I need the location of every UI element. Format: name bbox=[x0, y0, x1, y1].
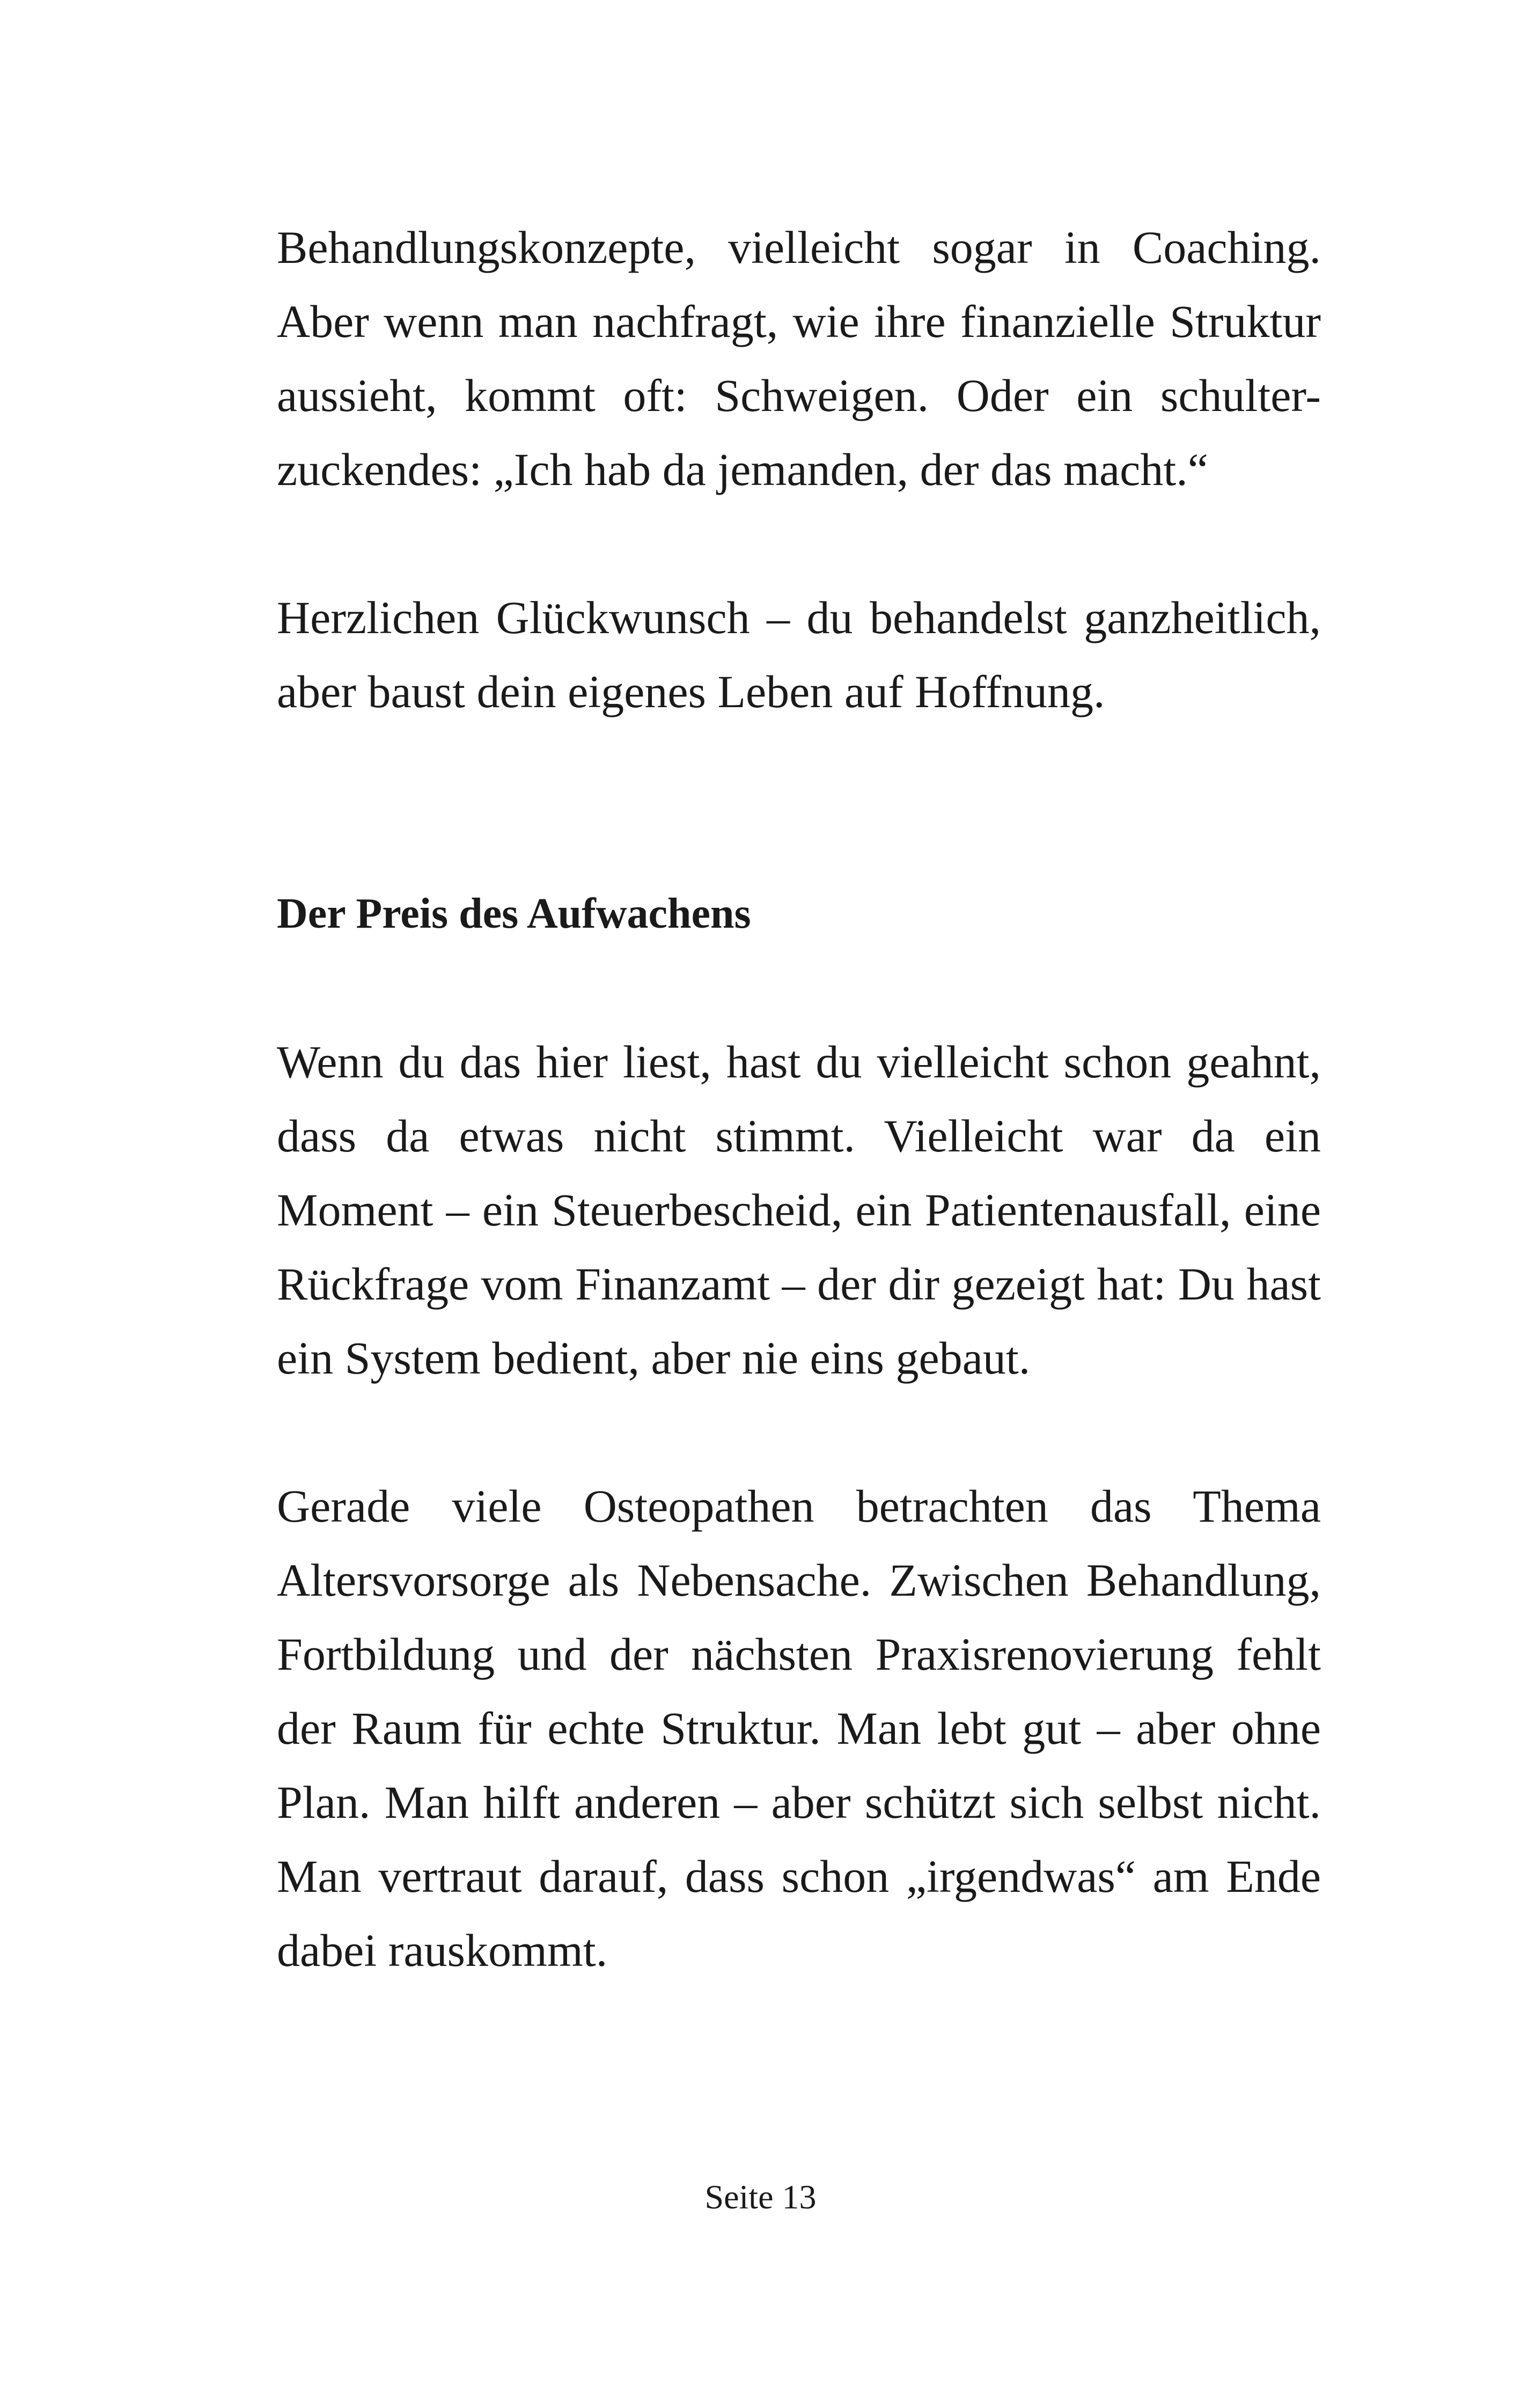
paragraph-line: aber baust dein eigenes Leben auf Hoffnung. bbox=[277, 666, 1105, 717]
paragraph-line: zuckendes: „Ich hab da jemanden, der das macht.“ bbox=[277, 444, 1208, 495]
paragraph-line: Herzlichen Glückwunsch – du behandelst ganzheitlich, bbox=[277, 592, 1321, 643]
section-heading: Der Preis des Aufwachens bbox=[277, 890, 751, 937]
paragraph-line: Gerade viele Osteopathen betrachten das Thema bbox=[277, 1480, 1321, 1532]
paragraph-line: der Raum für echte Struktur. Man lebt gut – aber ohne bbox=[277, 1702, 1321, 1754]
paragraph-line: Moment – ein Steuerbescheid, ein Patientenausfall, eine bbox=[277, 1184, 1321, 1236]
paragraph-1 bbox=[277, 210, 1321, 506]
paragraph-line: Fortbildung und der nächsten Praxisrenovierung fehlt bbox=[277, 1628, 1321, 1680]
paragraph-2 bbox=[277, 581, 1321, 729]
paragraph-line: Plan. Man hilft anderen – aber schützt sich selbst nicht. bbox=[277, 1776, 1321, 1828]
page-content bbox=[277, 210, 1321, 2061]
paragraph-line: dabei rauskommt. bbox=[277, 1925, 608, 1976]
paragraph-line: aussieht, kommt oft: Schweigen. Oder ein schulter- bbox=[277, 370, 1321, 421]
paragraph-line: Wenn du das hier liest, hast du vielleicht schon geahnt, bbox=[277, 1036, 1321, 1088]
paragraph-line: Behandlungskonzepte, vielleicht sogar in Coaching. bbox=[277, 222, 1321, 273]
paragraph-line: Altersvorsorge als Nebensache. Zwischen Behandlung, bbox=[277, 1554, 1321, 1606]
paragraph-4 bbox=[277, 1469, 1321, 1987]
paragraph-line: Rückfrage vom Finanzamt – der dir gezeigt hat: Du hast bbox=[277, 1258, 1321, 1310]
paragraph-line: Man vertraut darauf, dass schon „irgendwas“ am Ende bbox=[277, 1851, 1321, 1902]
paragraph-line: Aber wenn man nachfragt, wie ihre finanzielle Struktur bbox=[277, 296, 1321, 347]
paragraph-3 bbox=[277, 1025, 1321, 1395]
page-number: Seite 13 bbox=[704, 2178, 817, 2216]
paragraph-line: dass da etwas nicht stimmt. Vielleicht war da ein bbox=[277, 1110, 1321, 1162]
paragraph-line: ein System bedient, aber nie eins gebaut. bbox=[277, 1332, 1031, 1384]
